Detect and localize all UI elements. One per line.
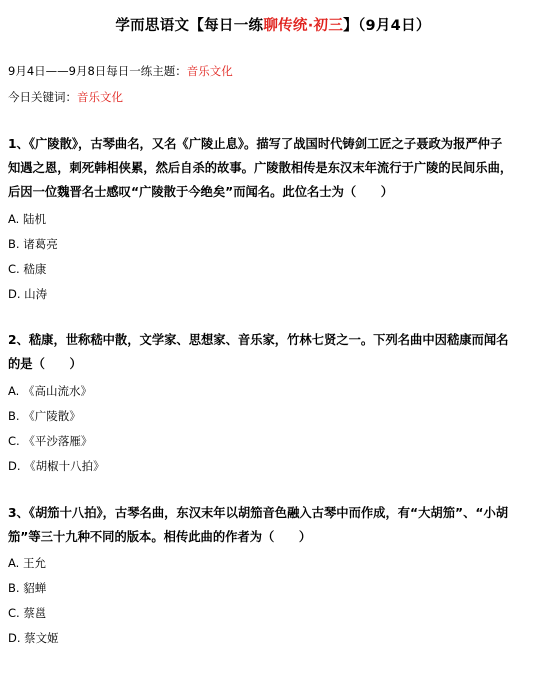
keyword-label: 今日关键词： xyxy=(8,90,77,104)
stem-line: 的是（ ） xyxy=(8,357,82,371)
title-suffix: 】（9月4日） xyxy=(343,18,431,34)
page-title xyxy=(0,14,546,35)
question-1-option-c: C. 嵇康 xyxy=(8,262,47,276)
question-1-stem xyxy=(8,132,538,204)
question-3-option-c: C. 蔡邕 xyxy=(8,606,47,620)
keyword-line xyxy=(8,89,123,105)
title-accent: 聊传统·初三 xyxy=(263,18,344,34)
title-prefix: 学而思语文【每日一练 xyxy=(115,18,264,34)
theme-value: 音乐文化 xyxy=(186,64,233,78)
stem-line: 1、《广陵散》，古琴曲名，又名《广陵止息》。描写了战国时代铸剑工匠之子聂政为报严仲子 xyxy=(8,137,503,151)
stem-line: 后因一位魏晋名士感叹“广陵散于今绝矣”而闻名。此位名士为（ ） xyxy=(8,185,394,199)
question-3-option-d: D. 蔡文姬 xyxy=(8,631,59,645)
question-2-option-a: A. 《高山流水》 xyxy=(8,384,92,398)
question-2-option-b: B. 《广陵散》 xyxy=(8,409,81,423)
stem-line: 知遇之恩，刺死韩相侠累，然后自杀的故事。广陵散相传是东汉末年流行于广陵的民间乐曲， xyxy=(8,161,513,175)
question-1-option-d: D. 山涛 xyxy=(8,287,48,301)
question-2-option-d: D. 《胡椒十八拍》 xyxy=(8,459,105,473)
stem-line: 2、嵇康，世称嵇中散，文学家、思想家、音乐家，竹林七贤之一。下列名曲中因嵇康而闻名 xyxy=(8,333,509,347)
stem-line: 3、《胡笳十八拍》，古琴名曲，东汉末年以胡笳音色融入古琴中而作成，有“大胡笳”、“小胡 xyxy=(8,506,509,520)
question-1-option-b: B. 诸葛亮 xyxy=(8,237,58,251)
question-2-option-c: C. 《平沙落雁》 xyxy=(8,434,93,448)
theme-line xyxy=(8,63,233,79)
question-3-option-b: B. 貂蝉 xyxy=(8,581,47,595)
theme-label: 9月4日——9月8日每日一练主题： xyxy=(8,64,187,78)
question-2-stem xyxy=(8,328,538,376)
question-1-option-a: A. 陆机 xyxy=(8,212,46,226)
stem-line: 笳”等三十九种不同的版本。相传此曲的作者为（ ） xyxy=(8,530,312,544)
keyword-value: 音乐文化 xyxy=(77,90,123,104)
question-3-option-a: A. 王允 xyxy=(8,556,46,570)
question-3-stem xyxy=(8,501,538,549)
